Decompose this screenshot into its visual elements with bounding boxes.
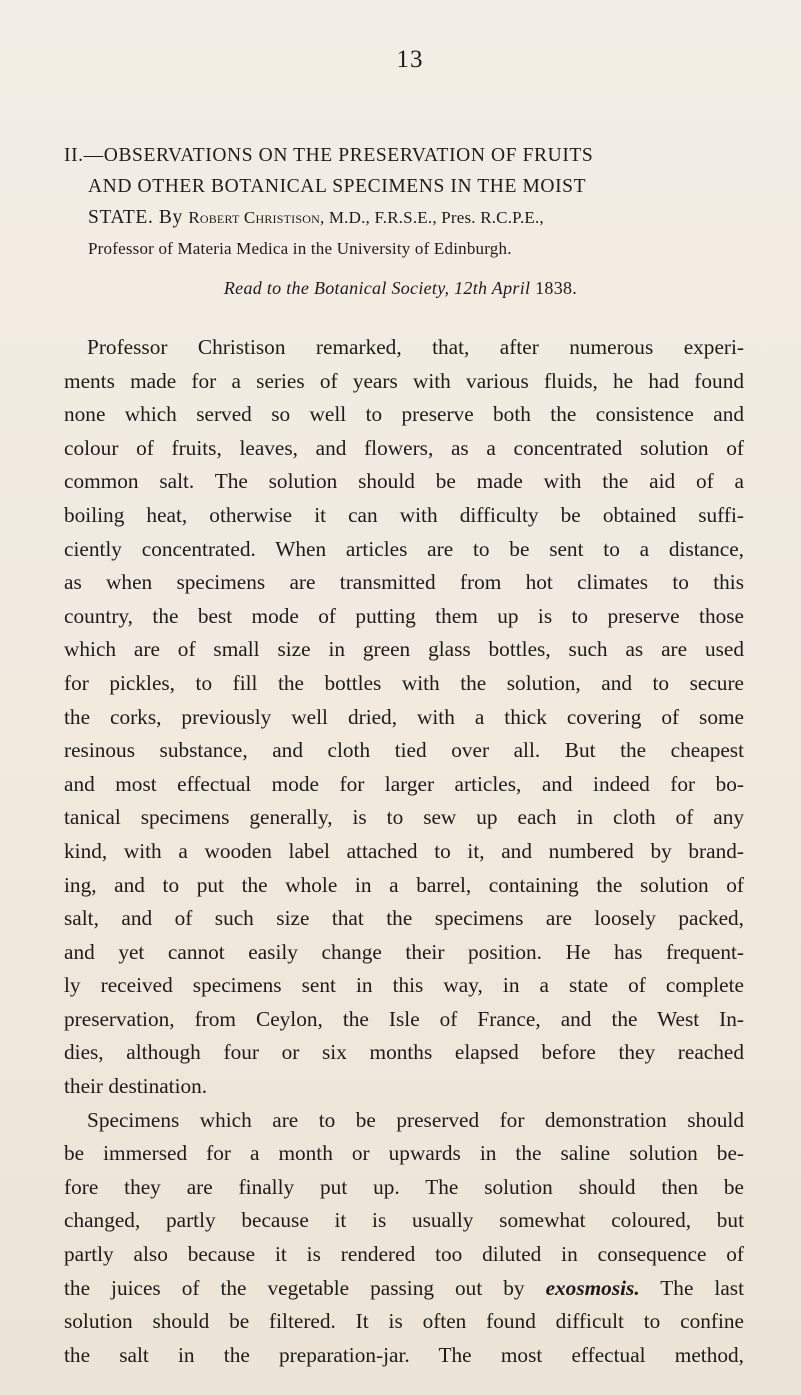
emphasized-term: exosmosis. — [545, 1275, 640, 1300]
text-line: common salt. The solution should be made with the aid of a — [64, 469, 744, 494]
paragraph-2 — [64, 1104, 744, 1373]
text-line: changed, partly because it is usually somewhat coloured, but — [64, 1208, 744, 1233]
text-line: dies, although four or six months elapsed before they reached — [64, 1040, 744, 1065]
text-line: ly received specimens sent in this way, in a state of complete — [64, 973, 744, 998]
read-date-year: 1838. — [535, 278, 578, 298]
heading-line-3 — [64, 202, 744, 233]
text-line: Professor Christison remarked, that, after numerous experi- — [87, 335, 744, 359]
text-line: resinous substance, and cloth tied over all. But the cheapest — [64, 738, 744, 763]
text-line: their destination. — [64, 1074, 208, 1099]
text-line: preservation, from Ceylon, the Isle of France, and the West In- — [64, 1006, 744, 1031]
text-line — [64, 1272, 744, 1306]
text-line: none which served so well to preserve both the consistence and — [64, 402, 744, 427]
author-credentials: , M.D., F.R.S.E., Pres. R.C.P.E., — [319, 208, 544, 227]
text-line: ing, and to put the whole in a barrel, containing the solution of — [64, 872, 744, 897]
author-name: Robert Christison — [188, 208, 320, 227]
author-affiliation: Professor of Materia Medica in the University of Edinburgh. — [88, 239, 512, 258]
text-line: solution should be filtered. It is often found difficult to confine — [64, 1309, 744, 1334]
heading-line-2: AND OTHER BOTANICAL SPECIMENS IN THE MOIST — [88, 176, 587, 197]
text-line: partly also because it is rendered too diluted in consequence of — [64, 1242, 744, 1267]
text-line: the salt in the preparation-jar. The most effectual method, — [64, 1342, 744, 1367]
text-line: be immersed for a month or upwards in the saline solution be- — [64, 1141, 744, 1166]
text-line: the corks, previously well dried, with a thick covering of some — [64, 704, 744, 729]
text-fragment: The last — [639, 1275, 744, 1300]
heading-state: STATE. By — [88, 207, 189, 228]
body-text — [64, 331, 744, 1372]
paragraph-1 — [64, 331, 744, 1104]
text-line: for pickles, to fill the bottles with the solution, and to secure — [64, 670, 744, 695]
text-line: ments made for a series of years with various fluids, he had found — [64, 368, 744, 393]
text-line: boiling heat, otherwise it can with difficulty be obtained suffi- — [64, 502, 744, 527]
text-line: and yet cannot easily change their position. He has frequent- — [64, 939, 744, 964]
page-number: 13 — [396, 46, 424, 73]
text-line: colour of fruits, leaves, and flowers, as a concentrated solution of — [64, 435, 744, 460]
text-line: which are of small size in green glass bottles, such as are used — [64, 637, 744, 662]
read-date-line — [0, 278, 801, 299]
text-line: Specimens which are to be preserved for demonstration should — [87, 1107, 744, 1132]
text-line: salt, and of such size that the specimens are loosely packed, — [64, 906, 744, 931]
text-fragment: the juices of the vegetable passing out by — [64, 1275, 546, 1300]
text-line: as when specimens are transmitted from hot climates to this — [64, 570, 744, 595]
text-line: tanical specimens generally, is to sew up each in cloth of any — [64, 805, 744, 830]
text-line: kind, with a wooden label attached to it, and numbered by brand- — [64, 838, 744, 863]
text-line: fore they are finally put up. The solution should then be — [64, 1174, 744, 1199]
text-line: and most effectual mode for larger articles, and indeed for bo- — [64, 771, 744, 796]
read-date-text: Read to the Botanical Society, 12th April — [223, 278, 531, 298]
text-line: country, the best mode of putting them up is to preserve those — [64, 603, 744, 628]
heading-line-1: II.—OBSERVATIONS ON THE PRESERVATION OF FRUITS — [64, 145, 594, 166]
article-heading — [64, 140, 744, 264]
text-line: ciently concentrated. When articles are to be sent to a distance, — [64, 536, 744, 561]
